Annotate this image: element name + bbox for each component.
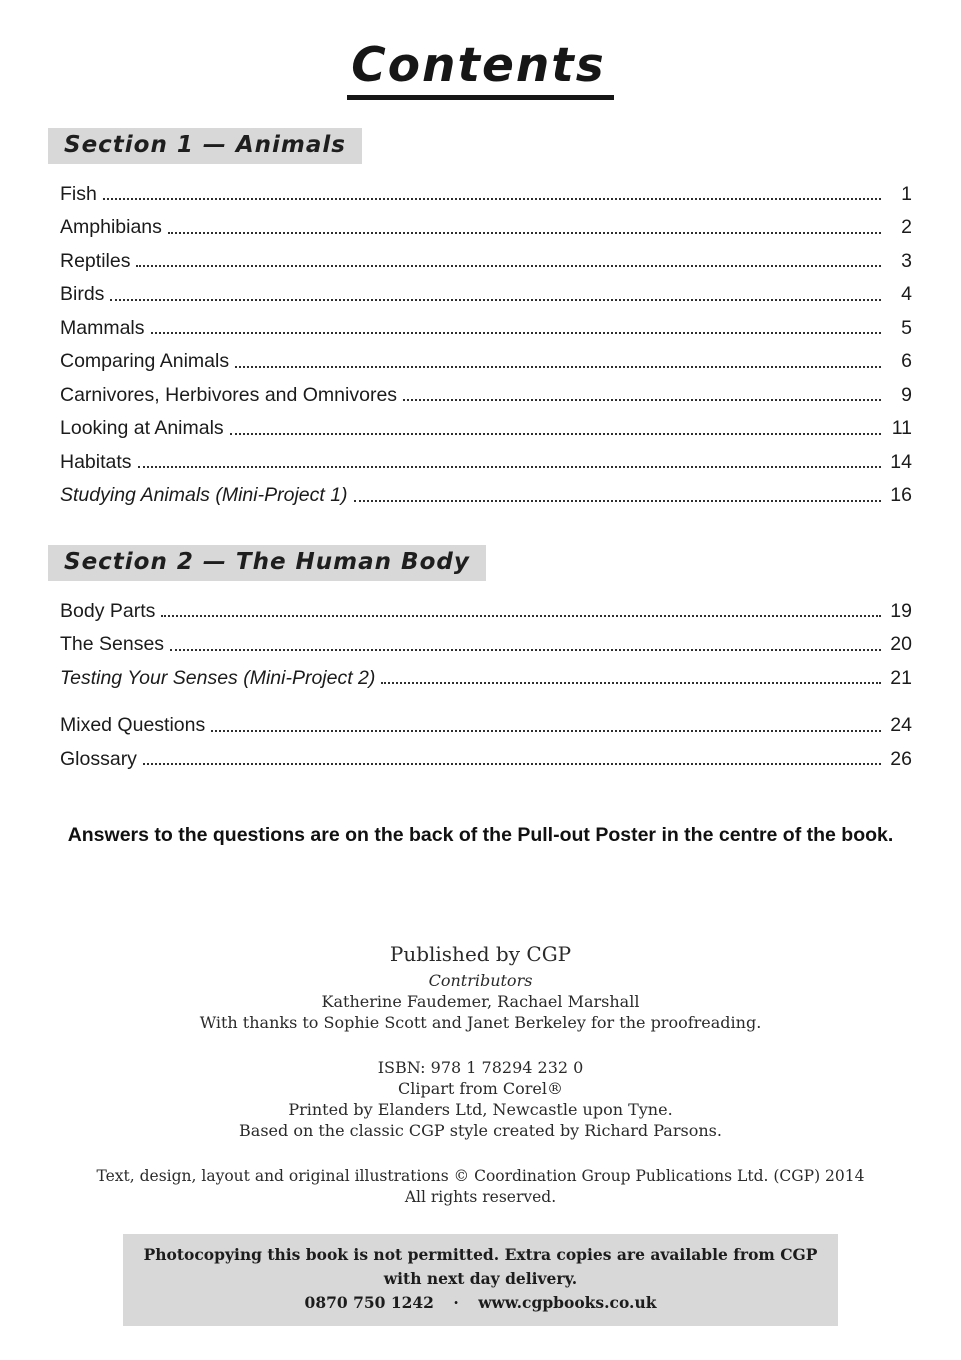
toc-entry-label: Fish bbox=[60, 182, 97, 205]
toc-entry-page: 14 bbox=[890, 450, 912, 473]
printed-by-line: Printed by Elanders Ltd, Newcastle upon Tyne. bbox=[288, 1099, 673, 1119]
toc-entry-the-senses bbox=[60, 622, 912, 656]
toc-entry-mammals bbox=[60, 306, 912, 340]
extras-list bbox=[60, 703, 912, 770]
proofreading-thanks: With thanks to Sophie Scott and Janet Berkeley for the proofreading. bbox=[199, 1013, 762, 1033]
dotted-leader bbox=[161, 615, 881, 617]
toc-entry-body-parts bbox=[60, 589, 912, 623]
contact-line bbox=[133, 1291, 828, 1315]
toc-entry-label: Reptiles bbox=[60, 249, 131, 272]
publisher-block bbox=[0, 941, 961, 1208]
toc-entry-page: 20 bbox=[890, 633, 912, 656]
clipart-line: Clipart from Corel® bbox=[398, 1078, 563, 1098]
isbn-line: ISBN: 978 1 78294 232 0 bbox=[377, 1057, 584, 1077]
dotted-leader bbox=[151, 332, 881, 334]
dotted-leader bbox=[103, 198, 881, 200]
toc-entry-page: 24 bbox=[890, 714, 912, 737]
toc-entry-page: 11 bbox=[891, 417, 912, 440]
dotted-leader bbox=[211, 730, 881, 732]
rights-line: All rights reserved. bbox=[404, 1187, 557, 1206]
answers-note: Answers to the questions are on the back of the Pull-out Poster in the centre of the book. bbox=[67, 824, 894, 847]
toc-entry-page: 6 bbox=[901, 350, 912, 373]
toc-entry-page: 3 bbox=[901, 249, 912, 272]
dotted-leader bbox=[381, 682, 881, 684]
toc-entry-page: 2 bbox=[901, 216, 912, 239]
copyright-line: Text, design, layout and original illustrations © Coordination Group Publications Ltd. (CGP) 2014 bbox=[96, 1166, 865, 1185]
toc-entry-studying-animals bbox=[60, 473, 912, 507]
section-2-heading: Section 2 — The Human Body bbox=[48, 545, 486, 581]
toc-entry-reptiles bbox=[60, 239, 912, 273]
toc-entry-looking-at-animals bbox=[60, 406, 912, 440]
dotted-leader bbox=[138, 466, 881, 468]
dotted-leader bbox=[168, 232, 881, 234]
toc-entry-label: Comparing Animals bbox=[60, 350, 230, 373]
page-title: Contents bbox=[347, 40, 614, 100]
copyright-block bbox=[0, 1166, 961, 1208]
website-url: www.cgpbooks.co.uk bbox=[478, 1292, 657, 1312]
toc-entry-page: 16 bbox=[890, 484, 912, 507]
section-1-list bbox=[60, 172, 912, 507]
toc-entry-label: Amphibians bbox=[60, 216, 162, 239]
toc-entry-comparing-animals bbox=[60, 339, 912, 373]
toc-entry-fish bbox=[60, 172, 912, 206]
photocopying-notice-box bbox=[123, 1234, 838, 1326]
contributors-names: Katherine Faudemer, Rachael Marshall bbox=[321, 992, 640, 1012]
toc-entry-page: 1 bbox=[901, 182, 912, 205]
contributors-heading: Contributors bbox=[428, 971, 533, 991]
toc-entry-label: Testing Your Senses (Mini-Project 2) bbox=[60, 666, 376, 689]
dotted-leader bbox=[354, 500, 881, 502]
dotted-leader bbox=[110, 299, 881, 301]
toc-entry-label: Studying Animals (Mini-Project 1) bbox=[60, 484, 348, 507]
toc-entry-label: Body Parts bbox=[60, 599, 156, 622]
toc-entry-label: Mixed Questions bbox=[60, 714, 206, 737]
toc-entry-page: 26 bbox=[890, 747, 912, 770]
toc-entry-page: 21 bbox=[890, 666, 912, 689]
style-credit-line: Based on the classic CGP style created by Richard Parsons. bbox=[239, 1120, 722, 1140]
toc-entry-label: Mammals bbox=[60, 316, 145, 339]
toc-entry-birds bbox=[60, 272, 912, 306]
photocopying-notice-line: Photocopying this book is not permitted. Extra copies are available from CGP with next day delivery. bbox=[143, 1244, 818, 1288]
print-info-block bbox=[0, 1057, 961, 1141]
section-1-heading: Section 1 — Animals bbox=[48, 128, 362, 164]
dotted-leader bbox=[136, 265, 881, 267]
toc-entry-label: Looking at Animals bbox=[60, 417, 224, 440]
dotted-leader bbox=[230, 433, 881, 435]
toc-entry-testing-your-senses bbox=[60, 656, 912, 690]
published-by-line: Published by CGP bbox=[389, 942, 572, 967]
toc-entry-label: Glossary bbox=[60, 747, 137, 770]
toc-entry-label: The Senses bbox=[60, 633, 165, 656]
toc-entry-page: 9 bbox=[901, 383, 912, 406]
toc-entry-label: Carnivores, Herbivores and Omnivores bbox=[60, 383, 398, 406]
toc-entry-carnivores bbox=[60, 373, 912, 407]
toc-entry-page: 4 bbox=[901, 283, 912, 306]
toc-entry-amphibians bbox=[60, 205, 912, 239]
toc-entry-page: 5 bbox=[901, 316, 912, 339]
separator-dot: · bbox=[453, 1292, 459, 1312]
toc-entry-glossary bbox=[60, 737, 912, 771]
section-2-list bbox=[60, 589, 912, 690]
title-wrap bbox=[0, 0, 961, 100]
dotted-leader bbox=[403, 399, 881, 401]
toc-entry-page: 19 bbox=[890, 599, 912, 622]
toc-entry-habitats bbox=[60, 440, 912, 474]
dotted-leader bbox=[235, 366, 881, 368]
toc-entry-mixed-questions bbox=[60, 703, 912, 737]
toc-entry-label: Birds bbox=[60, 283, 105, 306]
toc-entry-label: Habitats bbox=[60, 450, 132, 473]
phone-number: 0870 750 1242 bbox=[304, 1292, 434, 1312]
dotted-leader bbox=[143, 763, 881, 765]
dotted-leader bbox=[170, 649, 881, 651]
